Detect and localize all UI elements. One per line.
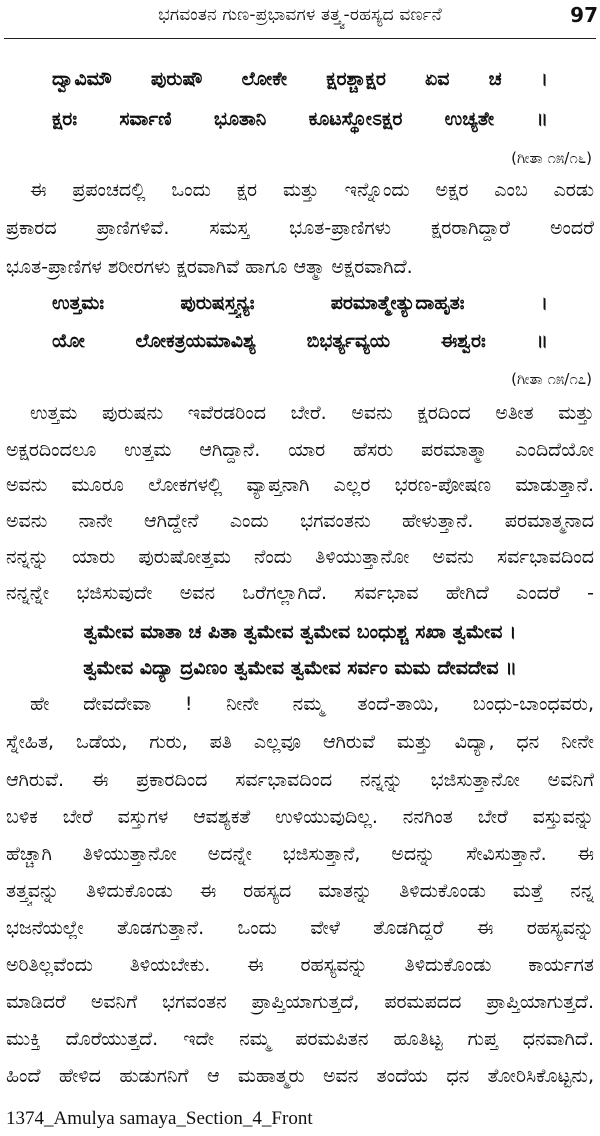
paragraph-3-line: ಆಗಿರುವೆ. ಈ ಪ್ರಕಾರದಿಂದ ಸರ್ವಭಾವದಿಂದ ನನ್ನನ್ನು ಭಜಿಸುತ್ತಾನೋ ಅವನಿಗೆ: [6, 769, 594, 791]
paragraph-1-line: ಭೂತ-ಪ್ರಾಣಿಗಳ ಶರೀರಗಳು ಕ್ಷರವಾಗಿವೆ ಹಾಗೂ ಆತ್ಮಾ ಅಕ್ಷರವಾಗಿದೆ.: [6, 256, 413, 278]
header-title: ಭಗವಂತನ ಗುಣ-ಪ್ರಭಾವಗಳ ತತ್ತ್ವ-ರಹಸ್ಯದ ವರ್ಣನೆ: [158, 5, 442, 25]
paragraph-2-line: ನನ್ನನ್ನೇ ಭಜಿಸುವುದೇ ಅವನ ಒರೆಗಲ್ಲಾಗಿದೆ. ಸರ್ವಭಾವ ಹೇಗಿದೆ ಎಂದರೆ -: [6, 582, 594, 604]
verse-3-line-1: ತ್ವಮೇವ ಮಾತಾ ಚ ಪಿತಾ ತ್ವಮೇವ ತ್ವಮೇವ ಬಂಧುಶ್ಚ ಸಖಾ ತ್ವಮೇವ ।: [83, 621, 517, 643]
paragraph-3-line: ತತ್ತ್ವವನ್ನು ತಿಳಿದುಕೊಂಡು ಈ ರಹಸ್ಯದ ಮಾತನ್ನು ತಿಳಿದುಕೊಂಡು ಮತ್ತೆ ನನ್ನ: [6, 880, 594, 902]
running-header: [8, 0, 592, 30]
verse-1-reference: (ಗೀತಾ ೧೫/೧೬): [511, 149, 592, 167]
paragraph-2-line: ಅವನು ಮೂರೂ ಲೋಕಗಳಲ್ಲಿ ವ್ಯಾಪ್ತನಾಗಿ ಎಲ್ಲರ ಭರಣ-ಪೋಷಣ ಮಾಡುತ್ತಾನೆ.: [6, 474, 594, 496]
paragraph-3-line: ಅರಿತಿಲ್ಲವೆಂದು ತಿಳಿಯಬೇಕು. ಈ ರಹಸ್ಯವನ್ನು ತಿಳಿದುಕೊಂಡು ಕಾರ್ಯಗತ: [6, 954, 594, 976]
paragraph-3-line: ಹಿಂದೆ ಹೇಳಿದ ಹುಡುಗನಿಗೆ ಆ ಮಹಾತ್ಮರು ಅವನ ತಂದೆಯ ಧನ ತೋರಿಸಿಕೊಟ್ಟನು,: [6, 1065, 594, 1087]
paragraph-3-line: ಭಜನೆಯಲ್ಲೇ ತೊಡಗುತ್ತಾನೆ. ಒಂದು ವೇಳೆ ತೊಡಗಿದ್ದರೆ ಈ ರಹಸ್ಯವನ್ನು: [6, 917, 594, 939]
verse-2-line-2: ಯೋ ಲೋಕತ್ರಯಮಾವಿಶ್ಯ ಬಿಭರ್ತ್ಯವ್ಯಯ ಈಶ್ವರಃ ॥: [52, 330, 548, 352]
verse-1-line-1: ದ್ವಾವಿಮೌ ಪುರುಷೌ ಲೋಕೇ ಕ್ಷರಶ್ಚಾಕ್ಷರ ಏವ ಚ ।: [52, 68, 548, 90]
paragraph-3-line: ಹೆಚ್ಚಾಗಿ ತಿಳಿಯುತ್ತಾನೋ ಅದನ್ನೇ ಭಜಿಸುತ್ತಾನೆ, ಅದನ್ನು ಸೇವಿಸುತ್ತಾನೆ. ಈ: [6, 843, 594, 865]
paragraph-3-line: ಬಳಿಕ ಬೇರೆ ವಸ್ತುಗಳ ಆವಶ್ಯಕತೆ ಉಳಿಯುವುದಿಲ್ಲ. ನನಗಿಂತ ಬೇರೆ ವಸ್ತುವನ್ನು: [6, 806, 594, 828]
verse-3-line-2: ತ್ವಮೇವ ವಿದ್ಯಾ ದ್ರವಿಣಂ ತ್ವಮೇವ ತ್ವಮೇವ ಸರ್ವಂ ಮಮ ದೇವದೇವ ॥: [83, 657, 517, 679]
paragraph-2-line: ಅವನು ನಾನೇ ಆಗಿದ್ದೇನೆ ಎಂದು ಭಗವಂತನು ಹೇಳುತ್ತಾನೆ. ಪರಮಾತ್ಮನಾದ: [6, 510, 594, 532]
paragraph-2-line: ನನ್ನನ್ನು ಯಾರು ಪುರುಷೋತ್ತಮ ನೆಂದು ತಿಳಿಯುತ್ತಾನೋ ಅವನು ಸರ್ವಭಾವದಿಂದ: [6, 546, 594, 568]
verse-2-reference: (ಗೀತಾ ೧೫/೧೭): [511, 370, 592, 388]
footer-file-label: 1374_Amulya samaya_Section_4_Front: [6, 1108, 313, 1129]
paragraph-2-line: ಉತ್ತಮ ಪುರುಷನು ಇವೆರಡರಿಂದ ಬೇರೆ. ಅವನು ಕ್ಷರದಿಂದ ಅತೀತ ಮತ್ತು: [30, 402, 594, 424]
paragraph-3-line: ಹೇ ದೇವದೇವಾ ! ನೀನೇ ನಮ್ಮ ತಂದೆ-ತಾಯಿ, ಬಂಧು-ಬಾಂಧವರು,: [30, 693, 594, 715]
page-number: 97: [570, 3, 598, 27]
verse-1-line-2: ಕ್ಷರಃ ಸರ್ವಾಣಿ ಭೂತಾನಿ ಕೂಟಸ್ಥೋಽಕ್ಷರ ಉಚ್ಯತೇ ॥: [52, 108, 548, 130]
verse-2-line-1: ಉತ್ತಮಃ ಪುರುಷಸ್ತ್ವನ್ಯಃ ಪರಮಾತ್ಮೇತ್ಯುದಾಹೃತಃ ।: [52, 292, 548, 314]
paragraph-1-line: ಈ ಪ್ರಪಂಚದಲ್ಲಿ ಒಂದು ಕ್ಷರ ಮತ್ತು ಇನ್ನೊಂದು ಅಕ್ಷರ ಎಂಬ ಎರಡು: [30, 179, 594, 201]
header-divider: [4, 38, 596, 39]
paragraph-1-line: ಪ್ರಕಾರದ ಪ್ರಾಣಿಗಳಿವೆ. ಸಮಸ್ತ ಭೂತ-ಪ್ರಾಣಿಗಳು ಕ್ಷರರಾಗಿದ್ದಾರೆ ಅಂದರೆ: [6, 217, 594, 239]
paragraph-3-line: ಮುಕ್ತಿ ದೊರೆಯುತ್ತದೆ. ಇದೇ ನಮ್ಮ ಪರಮಪಿತನ ಹೂತಿಟ್ಟ ಗುಪ್ತ ಧನವಾಗಿದೆ.: [6, 1028, 594, 1050]
paragraph-3-line: ಸ್ನೇಹಿತ, ಒಡೆಯ, ಗುರು, ಪತಿ ಎಲ್ಲವೂ ಆಗಿರುವೆ ಮತ್ತು ವಿದ್ಯಾ, ಧನ ನೀನೇ: [6, 731, 594, 753]
paragraph-2-line: ಅಕ್ಷರದಿಂದಲೂ ಉತ್ತಮ ಆಗಿದ್ದಾನೆ. ಯಾರ ಹೆಸರು ಪರಮಾತ್ಮಾ ಎಂದಿದೆಯೋ: [6, 439, 594, 461]
paragraph-3-line: ಮಾಡಿದರೆ ಅವನಿಗೆ ಭಗವಂತನ ಪ್ರಾಪ್ತಿಯಾಗುತ್ತದೆ, ಪರಮಪದದ ಪ್ರಾಪ್ತಿಯಾಗುತ್ತದೆ.: [6, 991, 594, 1013]
